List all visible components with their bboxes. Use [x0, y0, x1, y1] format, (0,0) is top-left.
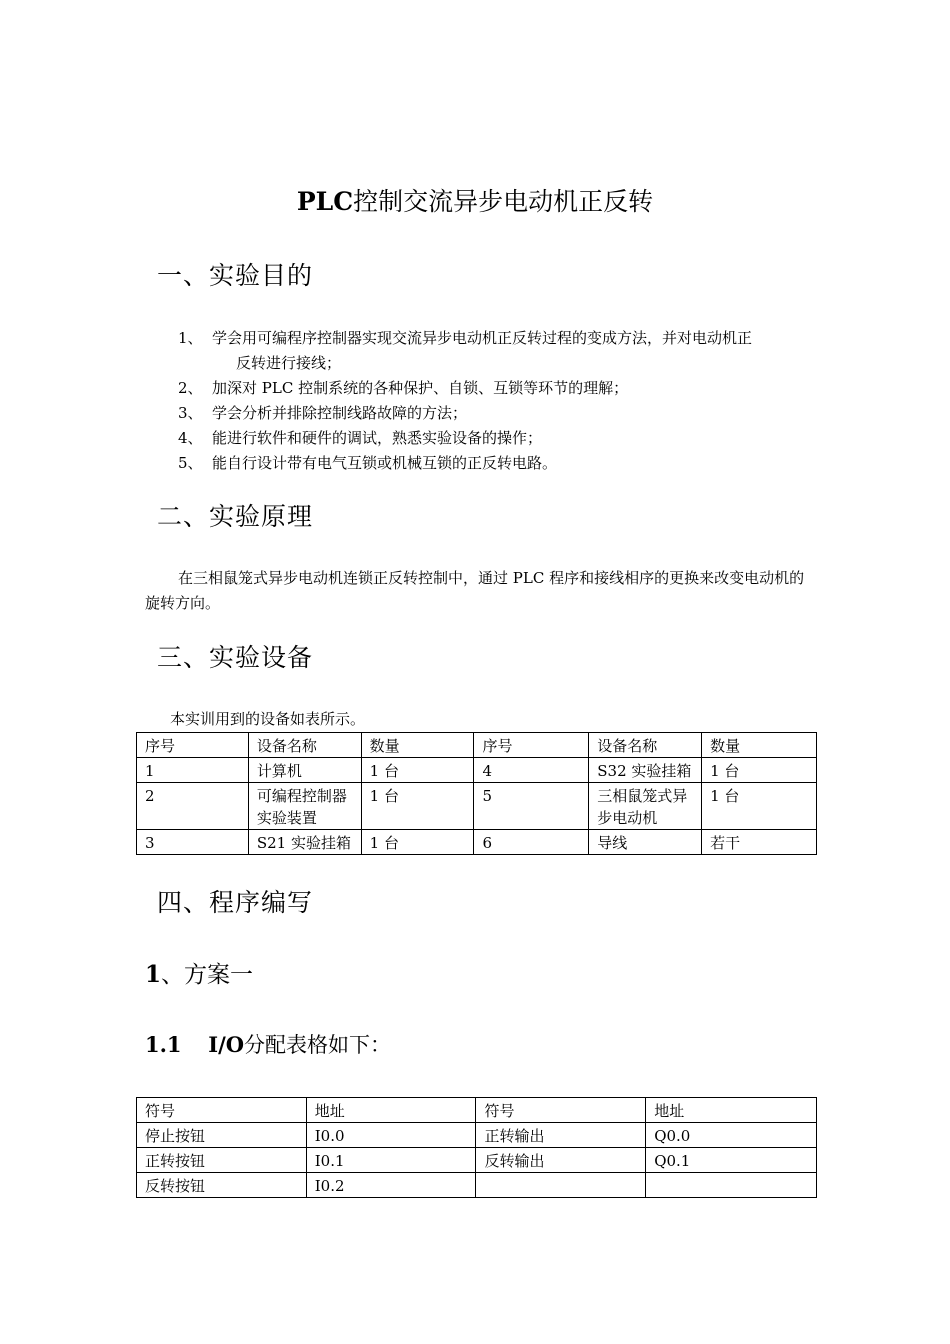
list-item: [178, 451, 818, 476]
table-cell: 反转输出: [476, 1148, 646, 1173]
table-header-cell: 数量: [702, 733, 817, 758]
list-item: [178, 401, 818, 426]
scheme-heading: [145, 956, 253, 989]
list-item-text: 能自行设计带有电气互锁或机械互锁的正反转电路。: [212, 454, 558, 472]
table-cell: 1: [137, 758, 249, 783]
title-rest: 控制交流异步电动机正反转: [353, 187, 654, 216]
io-title: 分配表格如下：: [244, 1033, 392, 1057]
table-cell: 三相鼠笼式异步电动机: [589, 783, 702, 830]
table-row: [137, 783, 817, 830]
table-cell: 停止按钮: [137, 1123, 307, 1148]
table-cell: S21 实验挂箱: [248, 830, 361, 855]
table-row: [137, 758, 817, 783]
objectives-list: [178, 326, 818, 476]
table-cell: 5: [474, 783, 589, 830]
table-cell: 1 台: [702, 758, 817, 783]
list-item-text: 学会分析并排除控制线路故障的方法；: [212, 404, 468, 422]
list-item-text: 能进行软件和硬件的调试，熟悉实验设备的操作；: [212, 429, 543, 447]
table-cell: 计算机: [248, 758, 361, 783]
table-header-cell: 设备名称: [589, 733, 702, 758]
table-cell: Q0.1: [646, 1148, 817, 1173]
table-cell: 反转按钮: [137, 1173, 307, 1198]
table-cell: S32 实验挂箱: [589, 758, 702, 783]
table-header-row: [137, 1098, 817, 1123]
list-item: [178, 426, 818, 451]
io-latin: I/O: [208, 1032, 245, 1057]
table-row: [137, 1173, 817, 1198]
table-cell: 正转输出: [476, 1123, 646, 1148]
table-cell: 2: [137, 783, 249, 830]
table-header-cell: 符号: [137, 1098, 307, 1123]
list-item-number: 3、: [178, 404, 203, 422]
table-cell: 正转按钮: [137, 1148, 307, 1173]
principle-paragraph: 在三相鼠笼式异步电动机连锁正反转控制中，通过 PLC 程序和接线相序的更换来改变电动机的旋转方向。: [145, 569, 805, 612]
io-heading: [145, 1029, 391, 1059]
table-header-cell: 地址: [646, 1098, 817, 1123]
list-item-text-continued: 反转进行接线；: [236, 354, 342, 372]
table-header-cell: 序号: [474, 733, 589, 758]
list-item-number: 4、: [178, 429, 203, 447]
table-header-cell: 符号: [476, 1098, 646, 1123]
table-header-cell: 序号: [137, 733, 249, 758]
table-header-cell: 地址: [306, 1098, 476, 1123]
table-cell: 1 台: [361, 758, 474, 783]
page-title: [0, 182, 950, 218]
table-cell: 1 台: [361, 830, 474, 855]
table-cell: I0.2: [306, 1173, 476, 1198]
section-heading-objectives: 一、实验目的: [157, 261, 314, 290]
io-table: [136, 1097, 817, 1198]
table-cell: Q0.0: [646, 1123, 817, 1148]
section-heading-equipment: 三、实验设备: [157, 643, 314, 672]
list-item: [178, 376, 818, 401]
equipment-table: [136, 732, 817, 855]
table-cell: I0.1: [306, 1148, 476, 1173]
table-row: [137, 1148, 817, 1173]
table-row: [137, 1123, 817, 1148]
table-header-row: [137, 733, 817, 758]
list-item-text: 学会用可编程序控制器实现交流异步电动机正反转过程的变成方法，并对电动机正: [212, 329, 753, 347]
list-item: [178, 326, 818, 376]
table-cell: 1 台: [361, 783, 474, 830]
list-item-number: 1、: [178, 329, 203, 347]
table-cell: 1 台: [702, 783, 817, 830]
table-cell: 可编程控制器实验装置: [248, 783, 361, 830]
table-header-cell: 数量: [361, 733, 474, 758]
table-cell: 导线: [589, 830, 702, 855]
table-cell: 4: [474, 758, 589, 783]
title-latin: PLC: [296, 187, 354, 216]
equipment-note: 本实训用到的设备如表所示。: [170, 710, 366, 728]
table-cell: 3: [137, 830, 249, 855]
scheme-number: 1: [145, 961, 162, 988]
table-cell: [646, 1173, 817, 1198]
list-item-number: 2、: [178, 379, 203, 397]
table-cell: 若干: [702, 830, 817, 855]
table-row: [137, 830, 817, 855]
table-cell: 6: [474, 830, 589, 855]
table-cell: [476, 1173, 646, 1198]
table-header-cell: 设备名称: [248, 733, 361, 758]
section-heading-programming: 四、程序编写: [157, 888, 314, 917]
io-number: 1.1: [145, 1032, 182, 1057]
table-cell: I0.0: [306, 1123, 476, 1148]
list-item-number: 5、: [178, 454, 203, 472]
scheme-title: 、方案一: [161, 962, 254, 988]
section-heading-principle: 二、实验原理: [157, 502, 314, 531]
list-item-text: 加深对 PLC 控制系统的各种保护、自锁、互锁等环节的理解；: [212, 379, 629, 397]
